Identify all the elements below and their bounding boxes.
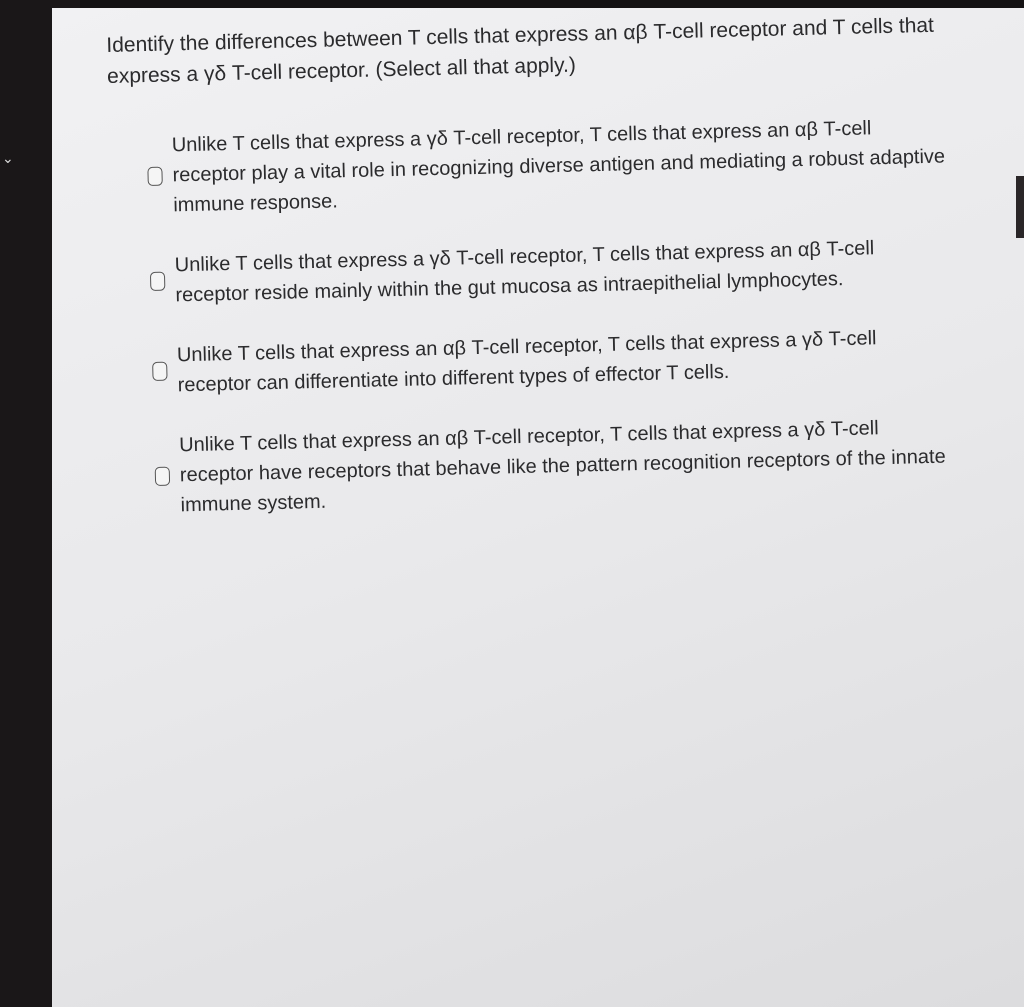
option-label: Unlike T cells that express an αβ T-cell receptor, T cells that express a γδ T-cell receptor have receptors that behave like the pattern recognition receptors of the innate immune system. — [178, 417, 946, 517]
checkbox[interactable] — [152, 361, 167, 380]
option-4[interactable] — [154, 411, 958, 521]
option-3[interactable] — [152, 321, 955, 401]
option-1[interactable] — [146, 111, 950, 221]
option-label: Unlike T cells that express an αβ T-cell receptor, T cells that express a γδ T-cell receptor can differentiate into different types of effector T cells. — [176, 327, 877, 397]
option-label: Unlike T cells that express a γδ T-cell receptor, T cells that express an αβ T-cell receptor reside mainly within the gut mucosa as intraepithelial lymphocytes. — [174, 237, 875, 307]
chevron-down-icon[interactable]: ⌄ — [2, 150, 14, 166]
option-label: Unlike T cells that express a γδ T-cell receptor, T cells that express an αβ T-cell receptor play a vital role in recognizing diverse antigen and mediating a robust adaptive immune response. — [171, 117, 946, 217]
checkbox[interactable] — [155, 466, 170, 485]
option-2[interactable] — [149, 231, 952, 311]
question-panel — [106, 9, 959, 551]
checkbox[interactable] — [147, 166, 162, 185]
question-text: Identify the differences between T cells that express an αβ T-cell receptor and T cells that express a γδ T-cell receptor. (Select all that apply.) — [106, 13, 935, 88]
side-tab[interactable] — [1016, 176, 1024, 238]
checkbox[interactable] — [150, 271, 165, 290]
